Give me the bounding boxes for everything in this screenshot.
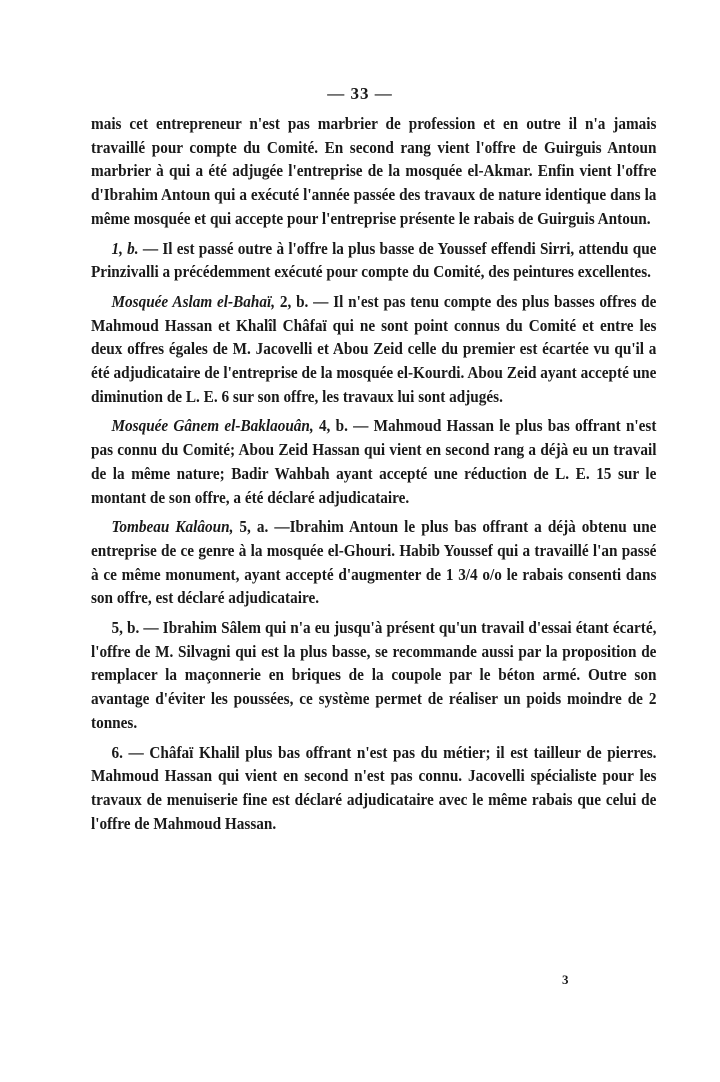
paragraph-text: — Mahmoud Hassan le plus bas offrant n'est pas connu du Comité; Abou Zeid Hassan qui vient en second rang a déjà eu un travail de la même nature; Badir Wahbah ayant accepté une réduction de L. E. 15 sur le montant de son offre, a été déclaré adjudicataire. bbox=[91, 416, 657, 507]
paragraph-text: — Châfaï Khalil plus bas offrant n'est pas du métier; il est tailleur de pierres. Mahmoud Hassan qui vient en second n'est pas connu. Jacovelli spécialiste pour les travaux de menuiserie fine est déclaré adjudicataire avec le même rabais que celui de l'offre de Mahmoud Hassan. bbox=[91, 742, 657, 833]
paragraph-2 bbox=[91, 237, 656, 284]
paragraph-lead: Tombeau Kalâoun, bbox=[111, 517, 234, 537]
paragraph-7 bbox=[91, 741, 656, 836]
paragraph-lead: 1, b. bbox=[111, 238, 139, 258]
paragraph-text: — Il est passé outre à l'offre la plus basse de Youssef effendi Sirri, attendu que Prinzivalli a précédemment exécuté pour compte du Comité, des peintures excellentes. bbox=[91, 238, 657, 282]
paragraph-text: mais cet entrepreneur n'est pas marbrier de profession et en outre il n'a jamais travaillé pour compte du Comité. En second rang vient l'offre de Guirguis Antoun marbrier à qui a été adjugée l'entreprise de la mosquée el-Akmar. Enfin vient l'offre d'Ibrahim Antoun qui a exécuté l'année passée des travaux de nature identique dans la même mosquée et qui accepte pour l'entreprise présente le rabais de Guirguis Antoun. bbox=[91, 114, 657, 228]
paragraph-lead-number: 6. bbox=[111, 742, 123, 762]
paragraph-text: — Ibrahim Sâlem qui n'a eu jusqu'à présent qu'un travail d'essai étant écarté, l'offre de M. Silvagni qui est la plus basse, se recommande aussi par la proposition de remplacer la maçonnerie en briques de la coupole par le béton armé. Outre son avantage d'éviter les poussées, ce système permet de réaliser un poids moindre de 2 tonnes. bbox=[91, 618, 657, 732]
paragraph-1 bbox=[91, 112, 656, 231]
paragraph-5 bbox=[91, 515, 656, 610]
paragraph-3 bbox=[91, 290, 656, 409]
signature-mark: 3 bbox=[562, 972, 569, 987]
body-text bbox=[91, 112, 656, 841]
paragraph-6 bbox=[91, 616, 656, 735]
paragraph-text: — Il n'est pas tenu compte des plus basses offres de Mahmoud Hassan et Khalîl Châfaï qui ne sont point connus du Comité et entre les deux offres égales de M. Jacovelli et Abou Zeid celle du premier est écartée vu qu'il a été adjudicataire de l'entreprise de la mosquée el-Kourdi. Abou Zeid ayant accepté une diminution de L. E. 6 sur son offre, les travaux lui sont adjugés. bbox=[91, 291, 657, 406]
paragraph-lead-number: 4, b. bbox=[313, 416, 348, 436]
paragraph-lead-number: 5, a. bbox=[233, 517, 269, 537]
paragraph-lead-number: 2, b. bbox=[275, 291, 309, 311]
paragraph-lead-number: 5, b. bbox=[111, 618, 140, 638]
paragraph-lead: Mosquée Gânem el-Baklaouân, bbox=[111, 416, 314, 436]
paragraph-text: —Ibrahim Antoun le plus bas offrant a déjà obtenu une entreprise de ce genre à la mosquée el-Ghouri. Habib Youssef qui a travaillé l'an passé à ce même monument, ayant accepté d'augmenter de 1 3/4 o/o le rabais consenti dans son offre, est déclaré adjudicataire. bbox=[91, 517, 657, 608]
paragraph-4 bbox=[91, 414, 656, 509]
paragraph-lead: Mosquée Aslam el-Bahaï, bbox=[111, 291, 276, 311]
page-number: — 33 — bbox=[327, 84, 393, 103]
